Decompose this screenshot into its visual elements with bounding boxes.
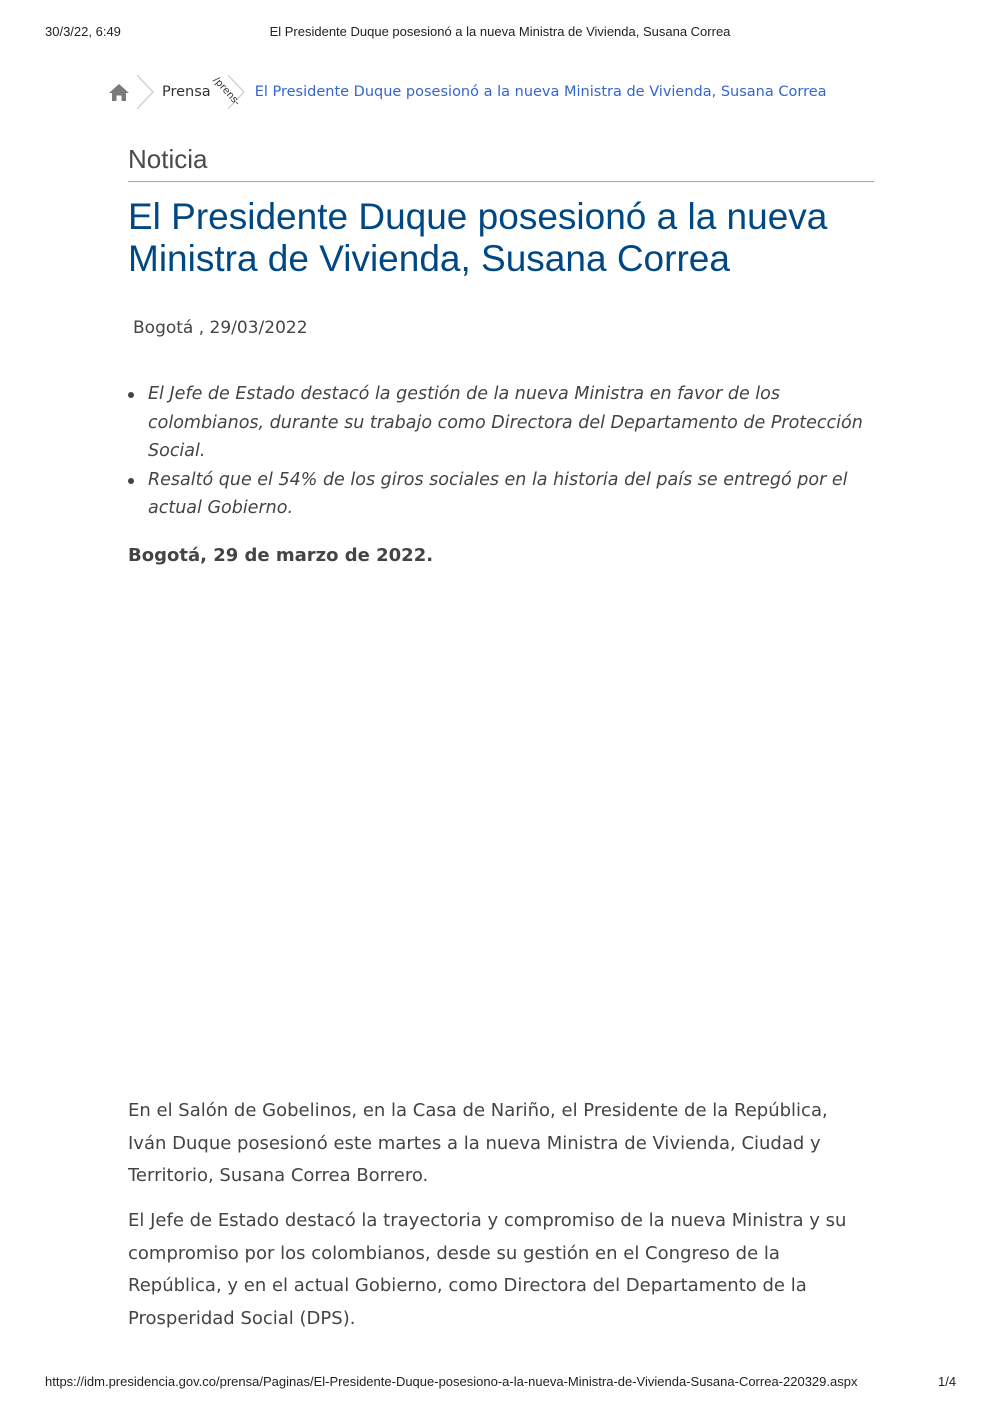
print-footer bbox=[0, 1374, 1000, 1392]
print-title: El Presidente Duque posesionó a la nueva Ministra de Vivienda, Susana Correa bbox=[269, 24, 731, 39]
breadcrumb bbox=[108, 74, 908, 110]
home-icon[interactable] bbox=[108, 82, 130, 102]
breadcrumb-link-prensa[interactable]: Prensa bbox=[162, 84, 211, 100]
chevron-right-icon bbox=[134, 74, 156, 110]
article-place-date: Bogotá, 29 de marzo de 2022. bbox=[128, 545, 434, 566]
article-image-placeholder bbox=[128, 590, 874, 1080]
bullet-icon bbox=[128, 478, 134, 484]
article-summary bbox=[128, 380, 878, 523]
bullet-icon bbox=[128, 392, 134, 398]
print-header bbox=[0, 24, 1000, 42]
print-datetime: 30/3/22, 6:49 bbox=[45, 24, 121, 39]
breadcrumb-current[interactable]: El Presidente Duque posesionó a la nueva Ministra de Vivienda, Susana Correa bbox=[254, 84, 827, 100]
section-divider bbox=[128, 181, 874, 182]
section-label: Noticia bbox=[128, 144, 208, 174]
article-dateline: Bogotá , 29/03/2022 bbox=[133, 318, 308, 338]
print-url: https://idm.presidencia.gov.co/prensa/Paginas/El-Presidente-Duque-posesiono-a-la-nueva-Ministra-de-Vivienda-Susana-Correa-220329.aspx bbox=[45, 1374, 858, 1389]
summary-item: El Jefe de Estado destacó la gestión de la nueva Ministra en favor de los colombianos, durante su trabajo como Directora del Departamento de Protección Social. bbox=[128, 380, 878, 466]
article-paragraph: En el Salón de Gobelinos, en la Casa de Nariño, el Presidente de la República, Iván Duque posesionó este martes a la nueva Ministra de Vivienda, Ciudad y Territorio, Susana Correa Borrero. bbox=[128, 1100, 828, 1186]
article-title: El Presidente Duque posesionó a la nueva Ministra de Vivienda, Susana Correa bbox=[128, 196, 828, 279]
article-paragraph: El Jefe de Estado destacó la trayectoria y compromiso de la nueva Ministra y su compromiso por los colombianos, desde su gestión en el Congreso de la República, y en el actual Gobierno, como Directora del Departamento de la Prosperidad Social (DPS). bbox=[128, 1210, 847, 1329]
summary-item: Resaltó que el 54% de los giros sociales en la historia del país se entregó por el actual Gobierno. bbox=[128, 466, 878, 523]
print-page-number: 1/4 bbox=[938, 1374, 957, 1389]
breadcrumb-link-prensa-path[interactable]: /prens- bbox=[210, 74, 242, 109]
